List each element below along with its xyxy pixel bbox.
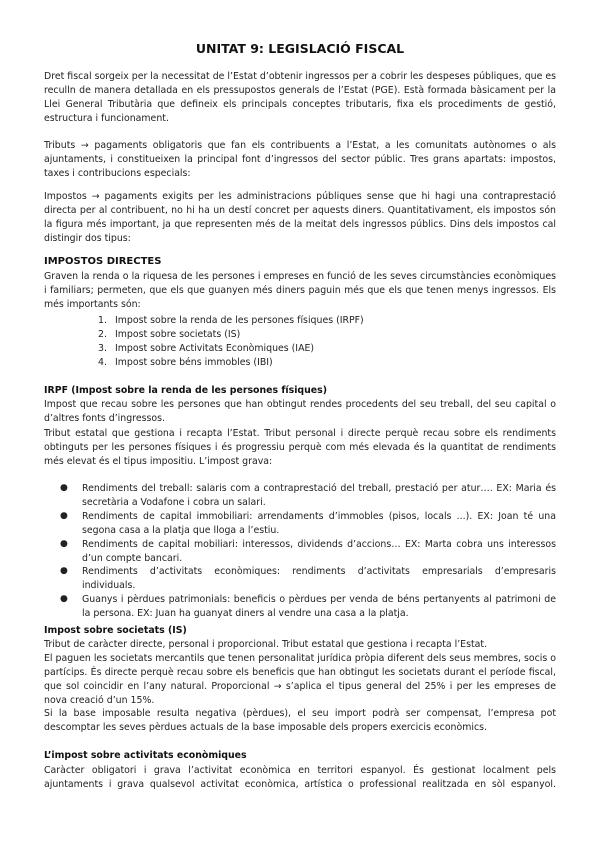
tributs-paragraph: Tributs → pagaments obligatoris que fan els contribuents a l’Estat, a les comunitats autònomes o als ajuntaments, i constitueixen la principal font d’ingressos del sector públic. Tres grans apartats: impostos, taxes i contribucions especials:: [44, 140, 556, 179]
list-item: ● Guanys i pèrdues patrimonials: beneficis o pèrdues per venda de béns pertanyents al patrimoni de la persona. EX: Juan ha guanyat diners al vendre una casa a la platja.: [60, 594, 556, 620]
list-item: 1. Impost sobre la renda de les persones físiques (IRPF): [98, 315, 364, 326]
section-heading-iae: L’impost sobre activitats econòmiques: [44, 750, 247, 761]
list-item: ● Rendiments de capital mobiliari: interessos, dividends d’accions… EX: Marta cobra uns interessos d’un compte bancari.: [60, 538, 556, 564]
intro-paragraph: Dret fiscal sorgeix per la necessitat de l’Estat d’obtenir ingressos per a cobrir les despeses públiques, que es reculln de manera detallada en els pressupostos generals de l’Estat (PGE). Està formada bàsicament per la Llei General Tributària que defineix els principals conceptes tributaris, fixa els procediments de gestió, estructura i funcionament.: [44, 71, 556, 124]
irpf-paragraph-1: Impost que recau sobre les persones que han obtingut rendes procedents del seu treball, del seu capital o d’altres fonts d’ingressos.: [44, 399, 556, 424]
list-item: ● Rendiments del treball: salaris com a contraprestació del treball, prestació per atur…. EX: Maria és secretària a Vodafone i cobra un salari.: [60, 483, 556, 508]
list-item: ● Rendiments de capital immobiliari: arrendaments d’immobles (pisos, locals ...). EX: Joan té una segona casa a la platja que lloga a l’estiu.: [60, 510, 556, 536]
irpf-paragraph-2: Tribut estatal que gestiona i recapta l’Estat. Tribut personal i directe perquè recau sobre els rendiments obtinguts per les persones físiques i és progressiu perquè com més elevada és la quantitat de rendiments més elevat és el tipus impositiu. L’impost grava:: [44, 428, 556, 467]
section-heading-is: Impost sobre societats (IS): [44, 625, 187, 636]
section-heading-irpf: IRPF (Impost sobre la renda de les persones físiques): [44, 385, 328, 396]
list-item: 2. Impost sobre societats (IS): [98, 328, 241, 340]
is-paragraph-1: Tribut de caràcter directe, personal i proporcional. Tribut estatal que gestiona i recapta l’Estat.: [44, 639, 488, 650]
irpf-bullet-list: [44, 482, 556, 621]
section-heading-impostos-directes: IMPOSTOS DIRECTES: [44, 256, 162, 267]
impostos-directes-paragraph: Graven la renda o la riquesa de les persones i empreses en funció de les seves circumstàncies econòmiques i familiars; permeten, que els que guanyen més diners paguin més que els que tenen menys ingressos. Els més importants són:: [44, 271, 556, 310]
page-title: UNITAT 9: LEGISLACIÓ FISCAL: [195, 41, 405, 56]
impostos-paragraph: Impostos → pagaments exigits per les administracions públiques sense que hi hagi una contraprestació directa per al contribuent, no hi ha un destí concret per aquests diners. Quantitativament, els impostos són la figura més important, ja que representen més de la meitat dels ingressos públics. Dins dels impostos cal distingir dos tipus:: [44, 191, 556, 244]
list-item: ● Rendiments d’activitats econòmiques: rendiments d’activitats empresarials d’empresaris individuals.: [60, 566, 556, 592]
list-item: 4. Impost sobre béns immobles (IBI): [98, 356, 273, 368]
is-paragraph-2: El paguen les societats mercantils que tenen personalitat jurídica pròpia diferent dels seus membres, socis o partícips. És directe perquè recau sobre els beneficis que han obtingut les societats durant el període fiscal, que sol coincidir en l’any natural. Proporcional → s’aplica el tipus general del 25% i per les empreses de nova creació d’un 15%.: [44, 653, 556, 706]
list-item: 3. Impost sobre Activitats Econòmiques (IAE): [98, 342, 315, 354]
impostos-directes-list: [84, 314, 364, 370]
is-paragraph-3: Si la base imposable resulta negativa (pèrdues), el seu import podrà ser compensat, l’empresa pot descomptar les seves pèrdues actuals de la base imposable dels propers exercicis econòmics.: [44, 708, 556, 733]
iae-paragraph-1: Caràcter obligatori i grava l’activitat econòmica en territori espanyol. És gestionat localment pels ajuntaments i grava qualsevol activitat econòmica, artística o professional realitzada en sòl espanyol.: [44, 765, 556, 790]
